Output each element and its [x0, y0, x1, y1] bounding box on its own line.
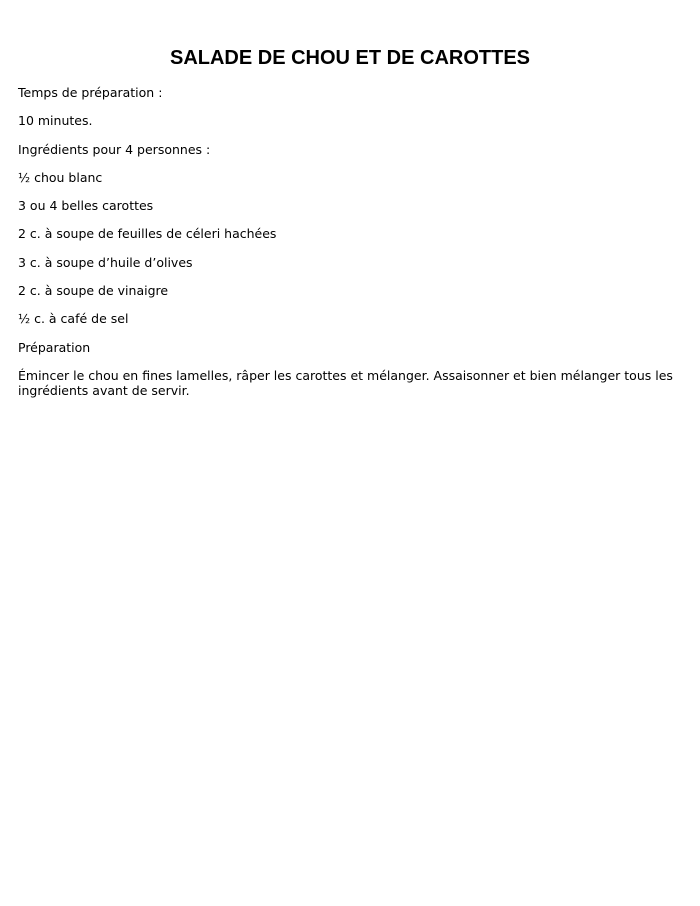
ingredient-item: 2 c. à soupe de vinaigre	[18, 283, 169, 299]
ingredient-item: 3 ou 4 belles carottes	[18, 198, 154, 214]
ingredient-item: 2 c. à soupe de feuilles de céleri hachées	[18, 226, 277, 242]
preparation-text: Émincer le chou en fines lamelles, râper les carottes et mélanger. Assaisonner et bien mélanger tous les ingrédients avant de servir.	[18, 367, 673, 398]
prep-time-label: Temps de préparation :	[18, 85, 163, 100]
ingredient-item: 3 c. à soupe d’huile d’olives	[18, 254, 193, 270]
recipe-title: SALADE DE CHOU ET DE CAROTTES	[169, 47, 531, 69]
prep-time-value: 10 minutes.	[18, 113, 93, 129]
ingredient-item: ½ c. à café de sel	[18, 311, 129, 327]
ingredient-item: ½ chou blanc	[18, 169, 103, 185]
ingredients-heading: Ingrédients pour 4 personnes :	[18, 141, 211, 157]
preparation-heading: Préparation	[18, 339, 91, 355]
recipe-body	[18, 83, 682, 398]
